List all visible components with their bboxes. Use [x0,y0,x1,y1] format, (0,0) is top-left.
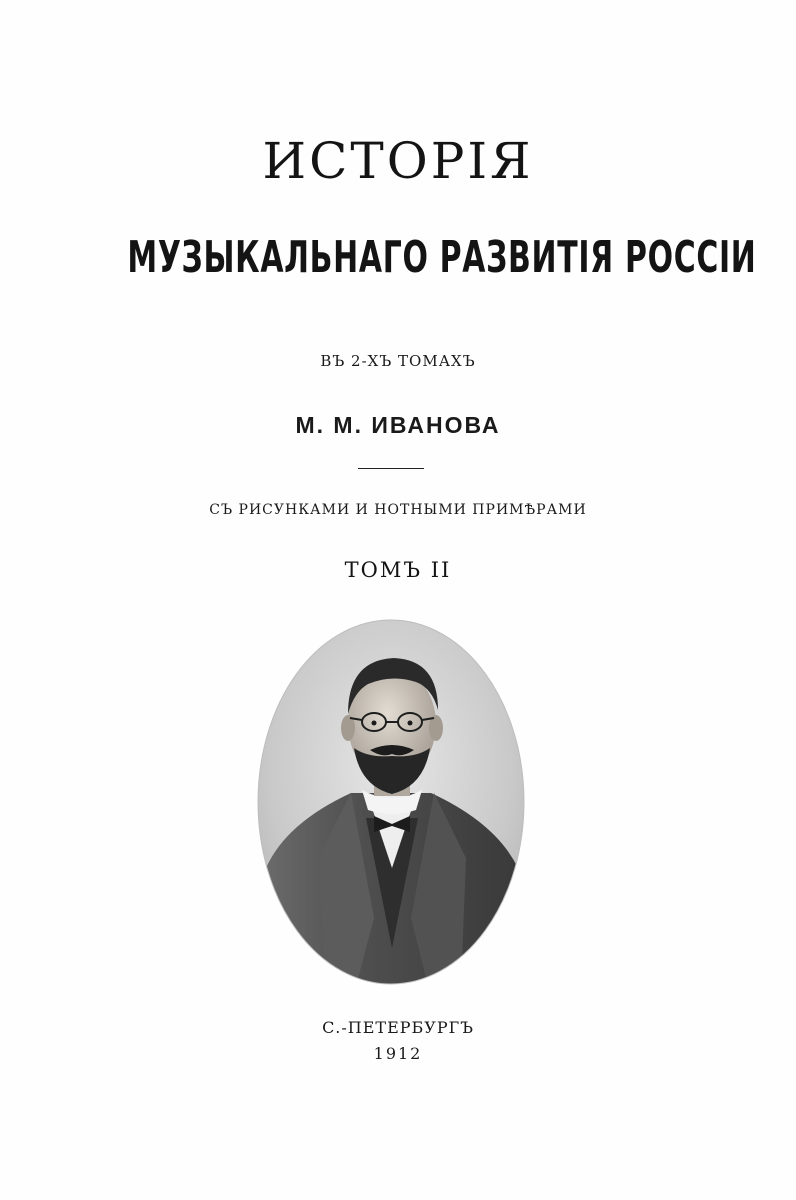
volume-number: ТОМЪ II [344,558,452,582]
publication-year: 1912 [373,1044,423,1063]
publication-city: С.-ПЕТЕРБУРГЪ [322,1018,474,1037]
book-subtitle: МУЗЫКАЛЬНАГО РАЗВИТІЯ РОССІИ [127,232,757,283]
author-portrait [256,618,526,986]
volumes-note: ВЪ 2-ХЪ ТОМАХЪ [320,352,476,370]
author-name: М. М. ИВАНОВА [295,412,501,438]
illustrations-note: СЪ РИСУНКАМИ И НОТНЫМИ ПРИМѢРАМИ [209,502,587,518]
book-title: ИСТОРІЯ [262,132,534,190]
divider-rule [358,468,424,469]
